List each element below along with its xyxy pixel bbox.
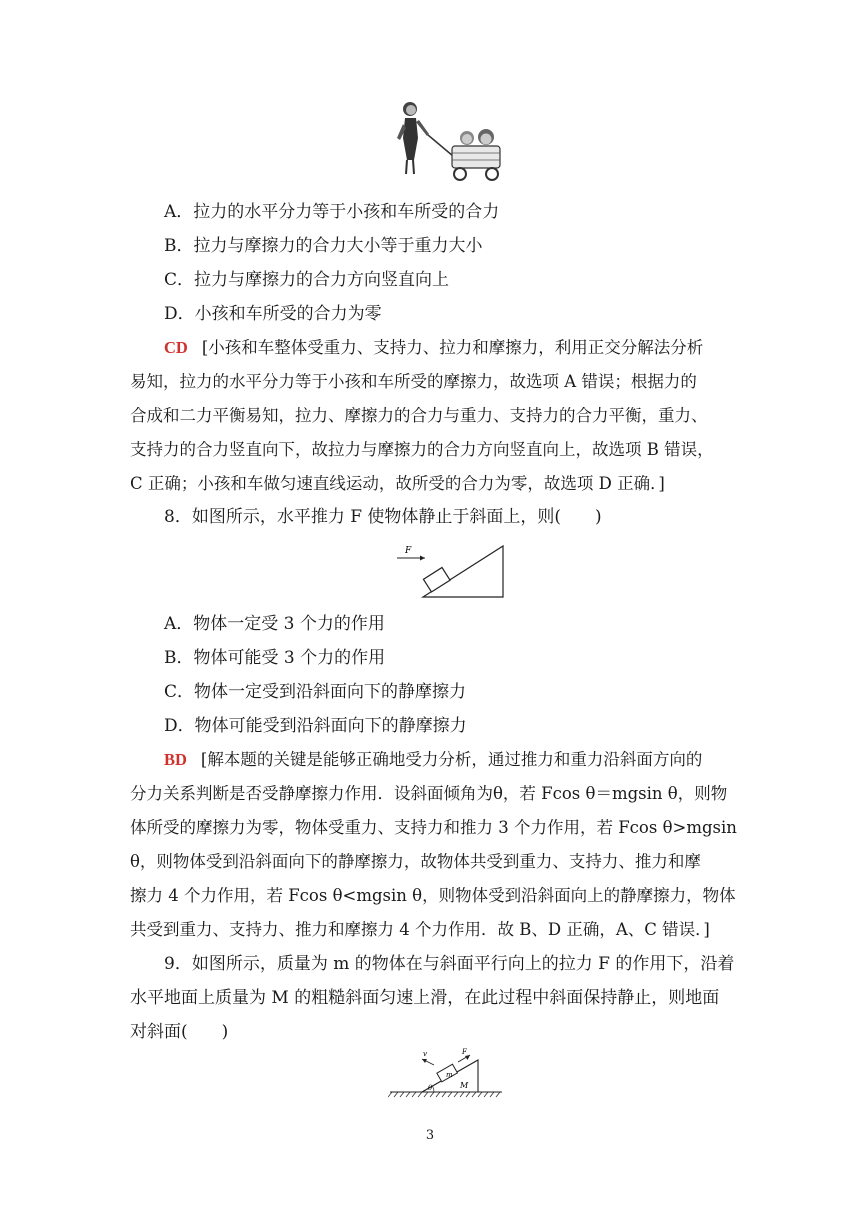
q7-explanation-line-3: 合成和二力平衡易知，拉力、摩擦力的合力与重力、支持力的合力平衡，重力、 (130, 406, 708, 425)
q8-explanation-line-1: BD [解本题的关键是能够正确地受力分析，通过推力和重力沿斜面方向的 (164, 750, 703, 769)
page-number: 3 (425, 1128, 435, 1143)
q7-explanation-line-2: 易知，拉力的水平分力等于小孩和车所受的摩擦力，故选项 A 错误；根据力的 (130, 372, 697, 391)
q7-option-a: A．拉力的水平分力等于小孩和车所受的合力 (164, 202, 500, 222)
q8-explanation-line-5: 擦力 4 个力作用，若 Fcos θ<mgsin θ，则物体受到沿斜面向上的静摩擦力，物体 (130, 886, 736, 905)
q7-explanation-line-4: 支持力的合力竖直向下，故拉力与摩擦力的合力方向竖直向上，故选项 B 错误， (130, 440, 714, 459)
q9-label-v: v (423, 1050, 427, 1058)
q8-figure-label-f: F (405, 546, 412, 556)
incline-pull-figure (388, 1046, 504, 1102)
q8-explanation-line-3: 体所受的摩擦力为零，物体受重力、支持力和推力 3 个力作用，若 Fcos θ>mgsin (130, 818, 737, 837)
q8-stem: 8．如图所示，水平推力 F 使物体静止于斜面上，则( ) (164, 507, 602, 527)
q9-label-f: F (462, 1048, 467, 1056)
q8-explanation-line-4: θ，则物体受到沿斜面向下的静摩擦力，故物体共受到重力、支持力、推力和摩 (130, 852, 701, 871)
q8-explanation-line-6: 共受到重力、支持力、推力和摩擦力 4 个力作用．故 B、D 正确，A、C 错误．] (130, 920, 710, 939)
q7-answer-label: CD (164, 338, 188, 357)
q8-option-d: D．物体可能受到沿斜面向下的静摩擦力 (164, 716, 467, 736)
incline-push-figure (395, 536, 510, 602)
q8-explanation-line-2: 分力关系判断是否受静摩擦力作用．设斜面倾角为θ，若 Fcos θ＝mgsin θ，则物 (130, 784, 728, 803)
q7-explanation-line-5: C 正确；小孩和车做匀速直线运动，故所受的合力为零，故选项 D 正确．] (130, 474, 665, 493)
q9-label-big-m: M (460, 1081, 469, 1090)
q9-label-theta: θ (428, 1084, 433, 1092)
wagon-figure (385, 98, 505, 188)
q8-option-a: A．物体一定受 3 个力的作用 (164, 614, 385, 634)
q9-stem-line-1: 9．如图所示，质量为 m 的物体在与斜面平行向上的拉力 F 的作用下，沿着 (164, 954, 735, 974)
q7-option-d: D．小孩和车所受的合力为零 (164, 304, 382, 324)
q8-option-b: B．物体可能受 3 个力的作用 (164, 648, 386, 668)
q9-stem-line-3: 对斜面( ) (130, 1022, 229, 1042)
q9-stem-line-2: 水平地面上质量为 M 的粗糙斜面匀速上滑，在此过程中斜面保持静止，则地面 (130, 988, 720, 1008)
q7-option-c: C．拉力与摩擦力的合力方向竖直向上 (164, 270, 450, 290)
q7-explanation-line-1: CD [小孩和车整体受重力、支持力、拉力和摩擦力，利用正交分解法分析 (164, 338, 704, 357)
q7-option-b: B．拉力与摩擦力的合力大小等于重力大小 (164, 236, 483, 256)
q8-answer-label: BD (164, 750, 187, 769)
q9-label-m: m (446, 1071, 453, 1079)
q8-option-c: C．物体一定受到沿斜面向下的静摩擦力 (164, 682, 467, 702)
